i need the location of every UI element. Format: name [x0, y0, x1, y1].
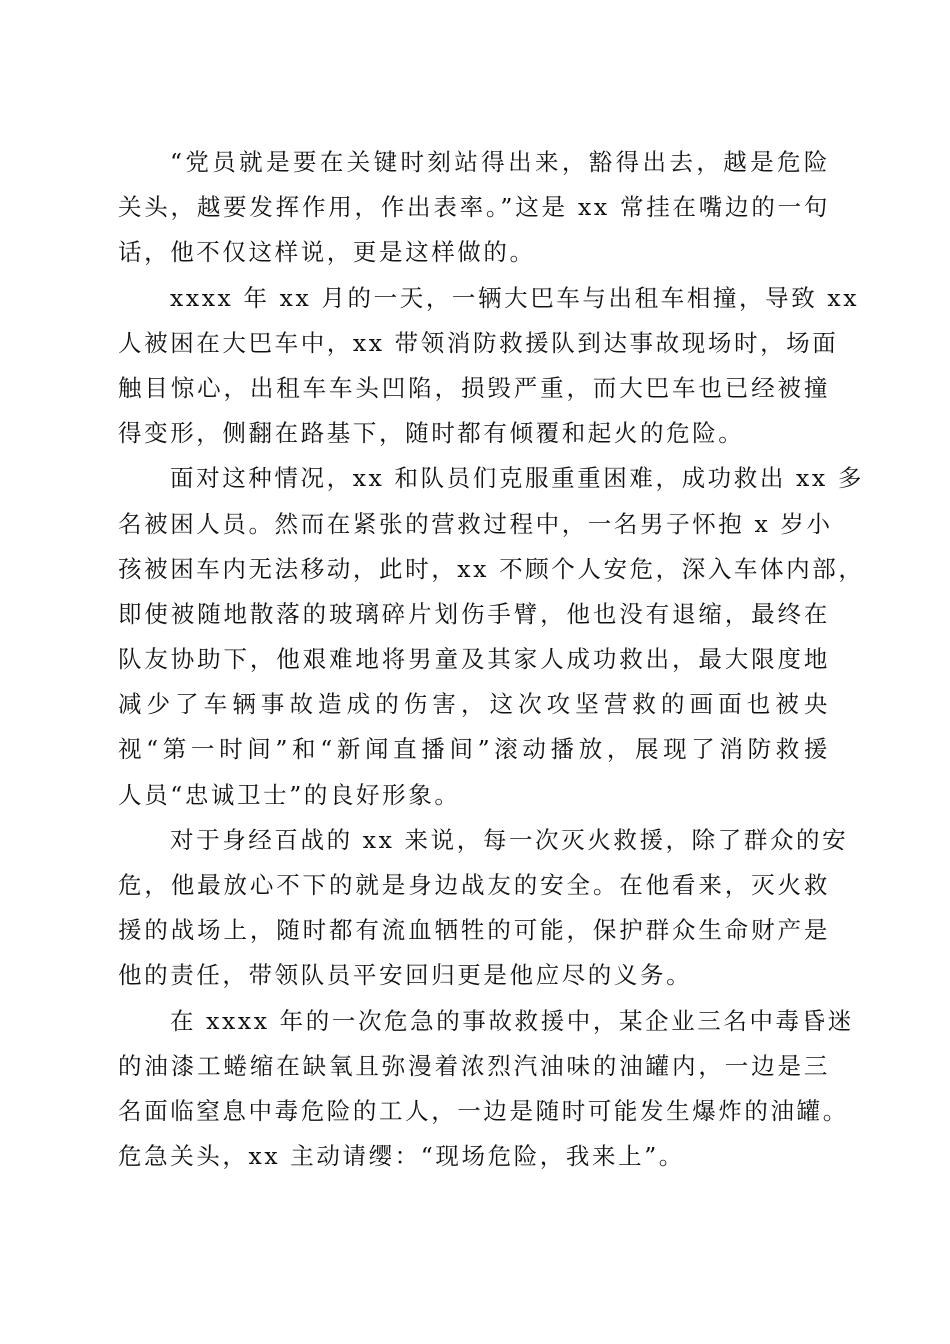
paragraph-line: 关头，越要发挥作用，作出表率。”这是 xx 常挂在嘴边的一句 [118, 193, 830, 222]
paragraph-line: 的油漆工蜷缩在缺氧且弥漫着浓烈汽油味的油罐内，一边是三 [118, 1051, 830, 1080]
paragraph-line: 他的责任，带领队员平安回归更是他应尽的义务。 [118, 961, 693, 990]
paragraph-line: 危急关头，xx 主动请缨：“现场危险，我来上”。 [118, 1142, 685, 1171]
paragraph-line: 援的战场上，随时都有流血牺牲的可能，保护群众生命财产是 [118, 916, 830, 945]
paragraph-line: 触目惊心，出租车车头凹陷，损毁严重，而大巴车也已经被撞 [118, 373, 830, 402]
paragraph-line: 人被困在大巴车中，xx 带领消防救援队到达事故现场时，场面 [118, 328, 839, 357]
paragraph-line: 得变形，侧翻在路基下，随时都有倾覆和起火的危险。 [118, 419, 745, 448]
paragraph-line: 名面临窒息中毒危险的工人，一边是随时可能发生爆炸的油罐。 [118, 1096, 849, 1125]
paragraph-line: 即使被随地散落的玻璃碎片划伤手臂，他也没有退缩，最终在 [118, 599, 830, 628]
paragraph-3 [118, 456, 865, 818]
paragraph-1 [118, 140, 830, 276]
document-body [118, 140, 865, 1179]
paragraph-line: 面对这种情况，xx 和队员们克服重重困难，成功救出 xx 多 [170, 464, 864, 493]
paragraph-5 [118, 999, 854, 1180]
paragraph-line: 名被困人员。然而在紧张的营救过程中，一名男子怀抱 x 岁小 [118, 509, 833, 538]
paragraph-line: 人员“忠诚卫士”的良好形象。 [118, 780, 461, 809]
paragraph-line: “党员就是要在关键时刻站得出来，豁得出去，越是危险 [170, 148, 830, 176]
paragraph-2 [118, 276, 860, 457]
paragraph-line: 减少了车辆事故造成的伤害，这次攻坚营救的画面也被央 [118, 690, 830, 719]
paragraph-line: 队友协助下，他艰难地将男童及其家人成功救出，最大限度地 [118, 645, 830, 674]
paragraph-4 [118, 818, 849, 999]
paragraph-line: 危，他最放心不下的就是身边战友的安全。在他看来，灭火救 [118, 871, 830, 899]
paragraph-line: 孩被困车内无法移动，此时，xx 不顾个人安危，深入车体内部， [118, 554, 865, 583]
paragraph-line: 视“第一时间”和“新闻直播间”滚动播放，展现了消防救援 [118, 735, 830, 764]
paragraph-line: 对于身经百战的 xx 来说，每一次灭火救援，除了群众的安 [170, 825, 849, 854]
paragraph-line: 话，他不仅这样说，更是这样做的。 [118, 238, 536, 267]
paragraph-line: xxxx 年 xx 月的一天，一辆大巴车与出租车相撞，导致 xx [170, 283, 860, 312]
paragraph-line: 在 xxxx 年的一次危急的事故救援中，某企业三名中毒昏迷 [170, 1006, 854, 1035]
